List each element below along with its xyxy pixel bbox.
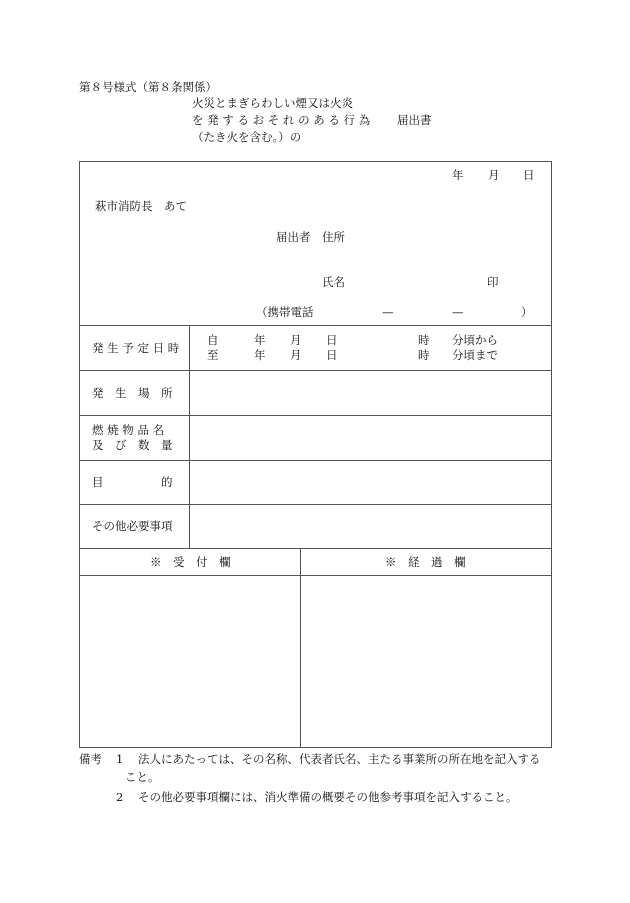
to-minute: 分頃まで — [452, 348, 498, 362]
note-number: 2 — [116, 790, 124, 804]
table-border — [79, 161, 552, 162]
progress-header: ※ 経 過 欄 — [385, 555, 466, 569]
from-year: 年 — [254, 333, 266, 347]
items-label: 燃 焼 物 品 名 — [92, 423, 165, 437]
to-day: 日 — [326, 348, 338, 362]
note-text: 法人にあたっては、その名称、代表者氏名、主たる事業所の所在地を記入する — [138, 752, 541, 766]
notes-label: 備考 — [79, 752, 102, 766]
other-label: その他必要事項 — [92, 519, 173, 533]
applicant-address-label: 届出者 住所 — [276, 230, 345, 244]
phone-close: ） — [521, 305, 533, 319]
from-day: 日 — [326, 333, 338, 347]
phone-dash: — — [382, 305, 394, 319]
row-divider — [79, 325, 552, 326]
from-month: 月 — [290, 333, 302, 347]
row-divider — [79, 548, 552, 549]
table-border — [551, 161, 552, 748]
title-suffix: 届出書 — [397, 113, 432, 127]
table-border — [79, 747, 552, 748]
from-hour: 時 — [418, 333, 430, 347]
note-text: その他必要事項欄には、消火準備の概要その他参考事項を記入すること。 — [138, 790, 518, 804]
to-month: 月 — [290, 348, 302, 362]
form-number: 第８号様式（第８条関係） — [79, 80, 217, 94]
column-divider — [189, 325, 190, 548]
name-label: 氏名 — [322, 275, 345, 289]
to-label: 至 — [207, 348, 219, 362]
title-line1: 火災とまぎらわしい煙又は火炎 — [192, 96, 353, 110]
quantity-label: 及 び 数 量 — [92, 438, 173, 452]
title-line3: （たき火を含む。）の — [192, 130, 302, 144]
year-label: 年 — [452, 168, 464, 182]
place-label: 発 生 場 所 — [92, 386, 173, 400]
row-divider — [79, 575, 552, 576]
phone-label: （携帯電話 — [256, 305, 314, 319]
table-border — [79, 161, 80, 748]
note-number: 1 — [116, 752, 124, 766]
column-divider — [300, 548, 301, 748]
note-text: こと。 — [125, 770, 160, 784]
datetime-label: 発 生 予 定 日 時 — [92, 341, 180, 355]
to-hour: 時 — [418, 348, 430, 362]
row-divider — [79, 504, 552, 505]
to-year: 年 — [254, 348, 266, 362]
row-divider — [79, 370, 552, 371]
row-divider — [79, 415, 552, 416]
title-line2: を 発 す る お そ れ の あ る 行 為 — [192, 113, 371, 127]
reception-header: ※ 受 付 欄 — [150, 555, 231, 569]
from-minute: 分頃から — [452, 333, 498, 347]
row-divider — [79, 460, 552, 461]
addressee: 萩市消防長 あて — [95, 199, 187, 213]
day-label: 日 — [523, 168, 535, 182]
seal-label: 印 — [487, 275, 499, 289]
phone-dash: — — [452, 305, 464, 319]
month-label: 月 — [488, 168, 500, 182]
from-label: 自 — [207, 333, 219, 347]
purpose-label: 目 的 — [92, 475, 173, 489]
